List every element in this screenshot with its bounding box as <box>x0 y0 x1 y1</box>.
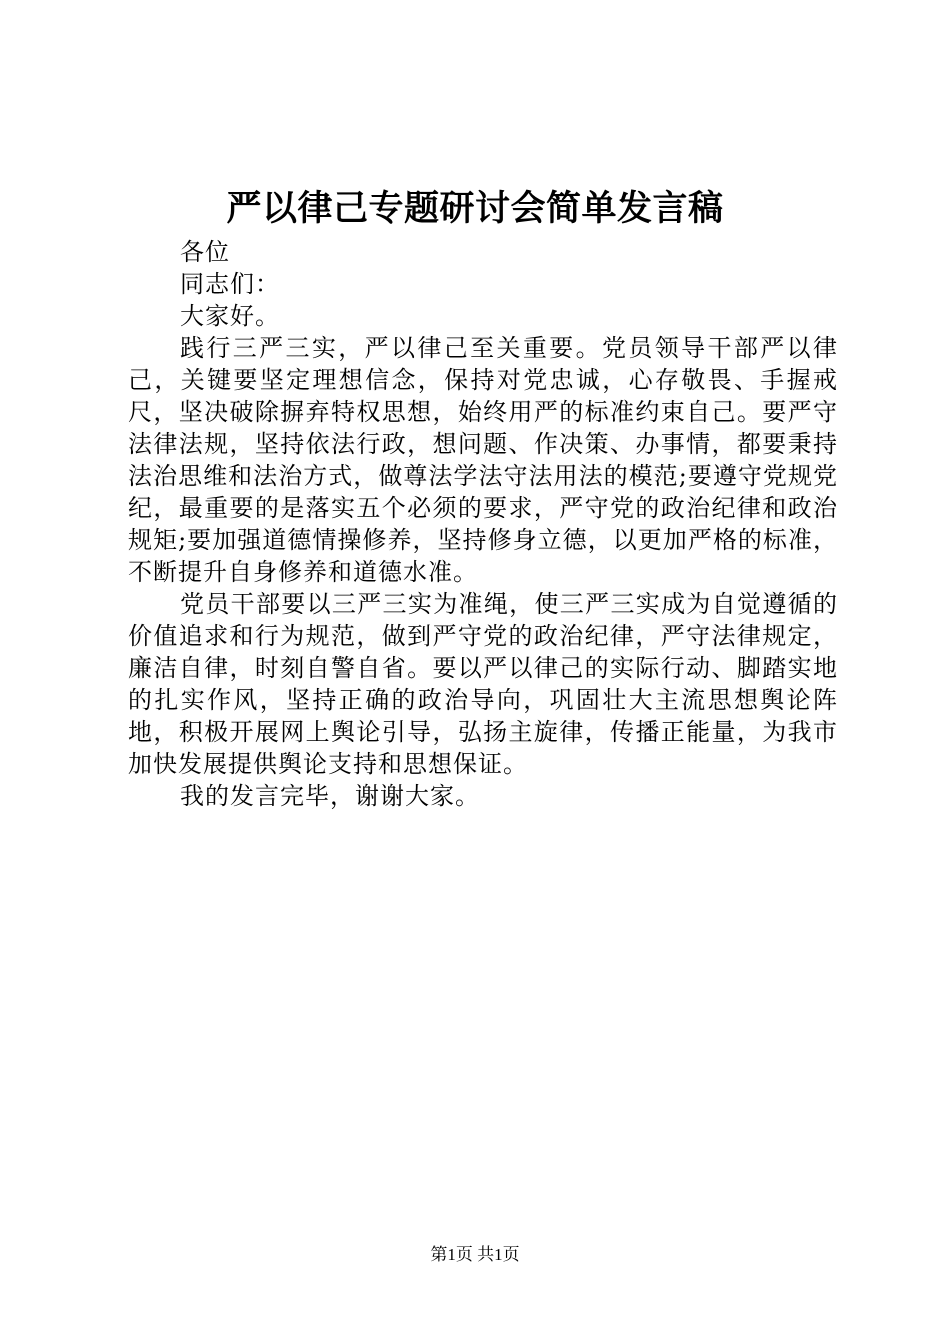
body-paragraph-2: 党员干部要以三严三实为准绳，使三严三实成为自觉遵循的价值追求和行为规范，做到严守党的政治纪律，严守法律规定，廉洁自律，时刻自警自省。要以严以律己的实际行动、脚踏实地的扎实作风，坚持正确的政治导向，巩固壮大主流思想舆论阵地，积极开展网上舆论引导，弘扬主旋律，传播正能量，为我市加快发展提供舆论支持和思想保证。 <box>128 590 838 778</box>
page-footer: 第1页 共1页 <box>430 1245 520 1264</box>
body-paragraph-1: 践行三严三实，严以律己至关重要。党员领导干部严以律己，关键要坚定理想信念，保持对党忠诚，心存敬畏、手握戒尺，坚决破除摒弃特权思想，始终用严的标准约束自己。要严守法律法规，坚持依法行政，想问题、作决策、办事情，都要秉持法治思维和法治方式，做尊法学法守法用法的模范;要遵守党规党纪，最重要的是落实五个必须的要求，严守党的政治纪律和政治规矩;要加强道德情操修养，坚持修身立德，以更加严格的标准，不断提升自身修养和道德水准。 <box>128 334 838 586</box>
greeting: 大家好。 <box>180 302 280 330</box>
salutation-line-1: 各位 <box>180 238 230 266</box>
salutation-line-2: 同志们： <box>180 270 280 298</box>
closing-line: 我的发言完毕，谢谢大家。 <box>180 782 480 810</box>
document-body <box>128 236 838 812</box>
document-title: 严以律己专题研讨会简单发言稿 <box>226 188 724 229</box>
